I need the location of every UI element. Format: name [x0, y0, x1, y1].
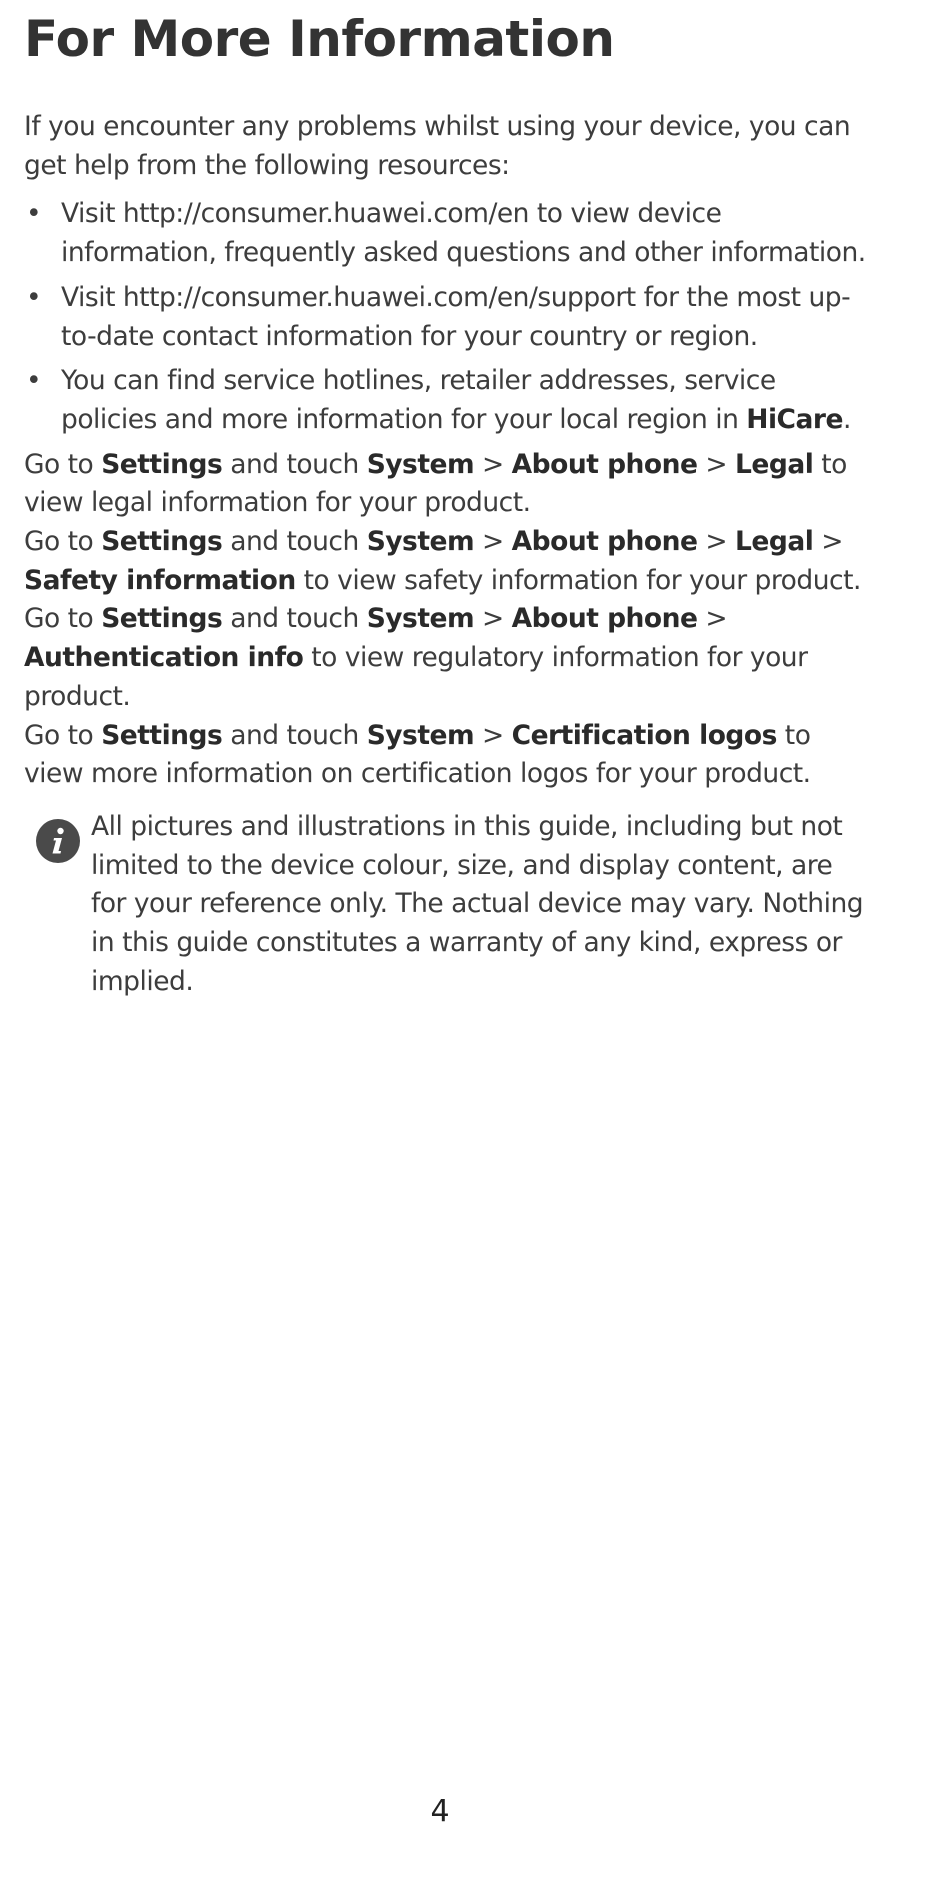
step-authentication [24, 600, 872, 716]
list-item [24, 362, 872, 439]
path-item: About phone [511, 448, 698, 480]
bullet-icon: • [26, 365, 42, 397]
disclaimer-note [24, 808, 872, 1002]
path-item: Legal [735, 448, 814, 480]
step-text: to view regulatory information for your product. [24, 642, 808, 712]
step-text: Go to [24, 526, 102, 558]
step-text: Go to [24, 603, 102, 635]
step-safety [24, 523, 872, 600]
step-text: Go to [24, 448, 102, 480]
step-text: and touch [222, 448, 367, 480]
step-text: to view more information on certification logos for your product. [24, 719, 811, 790]
path-item: System [366, 719, 475, 751]
path-item: Certification logos [511, 719, 777, 751]
path-separator: > [474, 603, 512, 635]
path-separator: > [474, 526, 512, 558]
path-item: System [366, 526, 475, 558]
page-number: 4 [430, 1794, 450, 1829]
path-item: Legal [735, 526, 814, 558]
path-item: Authentication info [24, 642, 304, 674]
step-text: and touch [222, 603, 367, 635]
intro-paragraph: If you encounter any problems whilst using your device, you can get help from the following resources: [24, 111, 851, 181]
resources-list [24, 195, 872, 439]
note-text: All pictures and illustrations in this guide, including but not limited to the device colour, size, and display content, are for your reference only. The actual device may vary. Nothing in this guide constitutes a warranty of any kind, express or implied. [91, 810, 864, 997]
settings-label: Settings [101, 526, 223, 558]
step-text: to view safety information for your product. [295, 564, 861, 596]
settings-label: Settings [101, 603, 223, 635]
path-item: About phone [511, 526, 698, 558]
step-legal [24, 446, 872, 523]
bullet-icon: • [26, 198, 42, 230]
resource-text: You can find service hotlines, retailer addresses, service policies and more information for your local region in [61, 365, 776, 435]
resource-text-end: . [842, 403, 851, 435]
path-separator: > [474, 448, 512, 480]
path-separator: > [697, 448, 736, 480]
path-item: Safety information [24, 564, 296, 596]
list-item [24, 279, 872, 356]
resource-text: Visit http://consumer.huawei.com/en to view device information, frequently asked questions and other information. [61, 198, 866, 269]
settings-label: Settings [101, 719, 223, 751]
step-text: Go to [24, 719, 102, 751]
path-separator: > [697, 526, 736, 558]
page-title: For More Information [24, 10, 615, 68]
info-icon [35, 818, 81, 864]
path-item: System [366, 603, 475, 635]
settings-steps [24, 446, 872, 794]
bullet-icon: • [26, 281, 42, 313]
resource-text: Visit http://consumer.huawei.com/en/support for the most up-to-date contact information for your country or region. [61, 281, 851, 352]
path-separator: > [697, 603, 728, 635]
settings-label: Settings [101, 448, 223, 480]
step-text: and touch [222, 526, 367, 558]
step-text: and touch [222, 719, 367, 751]
path-separator: > [474, 719, 512, 751]
list-item [24, 195, 872, 272]
path-separator: > [813, 526, 843, 558]
hicare-app-name: HiCare [746, 403, 843, 435]
path-item: System [366, 448, 475, 480]
page-body [24, 108, 872, 1001]
path-item: About phone [511, 603, 698, 635]
step-certification [24, 717, 872, 794]
step-text: to view legal information for your product. [24, 448, 847, 519]
